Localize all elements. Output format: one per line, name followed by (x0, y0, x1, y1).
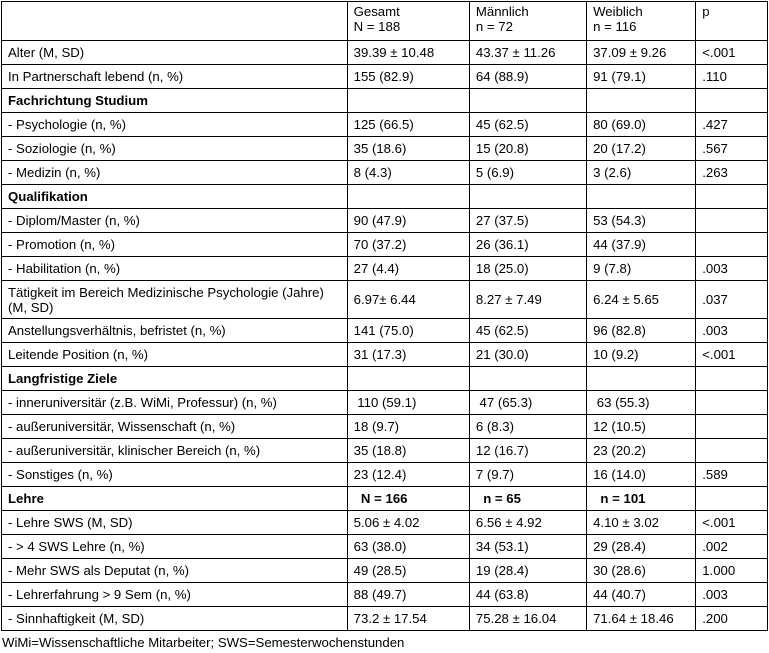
cell-p: .002 (696, 535, 768, 559)
cell-weiblich: 12 (10.5) (587, 415, 696, 439)
section-label: Lehre (2, 487, 348, 511)
table-row (2, 65, 768, 89)
table-footnote: WiMi=Wissenschaftliche Mitarbeiter; SWS=Semesterwochenstunden (2, 635, 405, 650)
cell-gesamt (347, 185, 469, 209)
cell-maennlich: 26 (36.1) (469, 233, 586, 257)
cell-p: .567 (696, 137, 768, 161)
header-gesamt-label: Gesamt (353, 4, 400, 19)
table-row (2, 583, 768, 607)
row-label: - Sinnhaftigkeit (M, SD) (2, 607, 348, 631)
cell-p (696, 185, 768, 209)
cell-p: .003 (696, 319, 768, 343)
table-header-row (2, 2, 768, 41)
cell-maennlich: 12 (16.7) (469, 439, 586, 463)
cell-maennlich: 5 (6.9) (469, 161, 586, 185)
cell-p (696, 89, 768, 113)
cell-p (696, 391, 768, 415)
cell-gesamt: 155 (82.9) (347, 65, 469, 89)
header-maennlich-label: Männlich (475, 4, 529, 19)
cell-weiblich (587, 185, 696, 209)
cell-p (696, 233, 768, 257)
header-weiblich-n: n = 116 (593, 19, 637, 34)
cell-weiblich: 3 (2.6) (587, 161, 696, 185)
table-row (2, 209, 768, 233)
cell-maennlich: 75.28 ± 16.04 (469, 607, 586, 631)
row-label: - > 4 SWS Lehre (n, %) (2, 535, 348, 559)
cell-gesamt: 63 (38.0) (347, 535, 469, 559)
cell-weiblich: 23 (20.2) (587, 439, 696, 463)
cell-weiblich: 30 (28.6) (587, 559, 696, 583)
row-label: - außeruniversitär, klinischer Bereich (n, %) (2, 439, 348, 463)
cell-maennlich: 8.27 ± 7.49 (469, 281, 586, 319)
cell-p (696, 415, 768, 439)
row-label: - Sonstiges (n, %) (2, 463, 348, 487)
cell-gesamt: 73.2 ± 17.54 (347, 607, 469, 631)
cell-maennlich: 18 (25.0) (469, 257, 586, 281)
row-label: - Mehr SWS als Deputat (n, %) (2, 559, 348, 583)
cell-maennlich: 21 (30.0) (469, 343, 586, 367)
cell-maennlich: 6 (8.3) (469, 415, 586, 439)
cell-gesamt: 110 (59.1) (347, 391, 469, 415)
row-label: Leitende Position (n, %) (2, 343, 348, 367)
row-label: Anstellungsverhältnis, befristet (n, %) (2, 319, 348, 343)
header-weiblich-label: Weiblich (593, 4, 643, 19)
cell-maennlich (469, 89, 586, 113)
cell-p (696, 367, 768, 391)
row-label: - Lehrerfahrung > 9 Sem (n, %) (2, 583, 348, 607)
section-row (2, 487, 768, 511)
cell-gesamt: 31 (17.3) (347, 343, 469, 367)
cell-weiblich: 29 (28.4) (587, 535, 696, 559)
row-label: Tätigkeit im Bereich Medizinische Psychologie (Jahre) (M, SD) (2, 281, 348, 319)
table-row (2, 319, 768, 343)
section-row (2, 89, 768, 113)
row-label: - Habilitation (n, %) (2, 257, 348, 281)
cell-gesamt: 35 (18.8) (347, 439, 469, 463)
cell-weiblich: n = 101 (587, 487, 696, 511)
cell-maennlich: 34 (53.1) (469, 535, 586, 559)
table-row (2, 113, 768, 137)
cell-maennlich: 19 (28.4) (469, 559, 586, 583)
row-label: - Promotion (n, %) (2, 233, 348, 257)
cell-gesamt: 49 (28.5) (347, 559, 469, 583)
cell-maennlich: 45 (62.5) (469, 319, 586, 343)
row-label: - Medizin (n, %) (2, 161, 348, 185)
section-label: Fachrichtung Studium (2, 89, 348, 113)
cell-p: <.001 (696, 41, 768, 65)
table-row (2, 535, 768, 559)
cell-weiblich: 4.10 ± 3.02 (587, 511, 696, 535)
cell-p: .263 (696, 161, 768, 185)
table-row (2, 439, 768, 463)
cell-gesamt: 39.39 ± 10.48 (347, 41, 469, 65)
header-p: p (696, 2, 768, 41)
cell-weiblich: 63 (55.3) (587, 391, 696, 415)
cell-gesamt: 90 (47.9) (347, 209, 469, 233)
cell-p: 1.000 (696, 559, 768, 583)
cell-weiblich: 53 (54.3) (587, 209, 696, 233)
cell-gesamt: N = 166 (347, 487, 469, 511)
cell-p: <.001 (696, 511, 768, 535)
cell-maennlich: 15 (20.8) (469, 137, 586, 161)
cell-gesamt: 5.06 ± 4.02 (347, 511, 469, 535)
cell-gesamt: 70 (37.2) (347, 233, 469, 257)
cell-p (696, 209, 768, 233)
cell-maennlich (469, 367, 586, 391)
section-row (2, 367, 768, 391)
section-row (2, 185, 768, 209)
cell-p: .037 (696, 281, 768, 319)
cell-gesamt: 18 (9.7) (347, 415, 469, 439)
row-label: - Diplom/Master (n, %) (2, 209, 348, 233)
table-row (2, 41, 768, 65)
table-row (2, 511, 768, 535)
header-maennlich-n: n = 72 (475, 19, 513, 34)
cell-p: .110 (696, 65, 768, 89)
row-label: - inneruniversitär (z.B. WiMi, Professur) (n, %) (2, 391, 348, 415)
cell-maennlich: 43.37 ± 11.26 (469, 41, 586, 65)
cell-weiblich: 71.64 ± 18.46 (587, 607, 696, 631)
table-row (2, 415, 768, 439)
cell-p: .003 (696, 583, 768, 607)
cell-gesamt: 8 (4.3) (347, 161, 469, 185)
row-label: - Psychologie (n, %) (2, 113, 348, 137)
header-gesamt-n: N = 188 (353, 19, 401, 34)
header-empty-cell (2, 2, 348, 41)
cell-weiblich: 80 (69.0) (587, 113, 696, 137)
cell-weiblich: 91 (79.1) (587, 65, 696, 89)
cell-gesamt: 6.97± 6.44 (347, 281, 469, 319)
cell-p (696, 439, 768, 463)
table-row (2, 343, 768, 367)
header-maennlich (469, 2, 586, 41)
cell-maennlich: 7 (9.7) (469, 463, 586, 487)
cell-weiblich (587, 89, 696, 113)
row-label: - außeruniversitär, Wissenschaft (n, %) (2, 415, 348, 439)
cell-gesamt (347, 367, 469, 391)
cell-maennlich: 47 (65.3) (469, 391, 586, 415)
row-label: - Lehre SWS (M, SD) (2, 511, 348, 535)
table-body (2, 2, 768, 631)
cell-p: .003 (696, 257, 768, 281)
cell-weiblich (587, 367, 696, 391)
table-row (2, 559, 768, 583)
cell-weiblich: 44 (40.7) (587, 583, 696, 607)
cell-weiblich: 96 (82.8) (587, 319, 696, 343)
table-row (2, 257, 768, 281)
cell-weiblich: 44 (37.9) (587, 233, 696, 257)
cell-maennlich: 44 (63.8) (469, 583, 586, 607)
cell-p: .200 (696, 607, 768, 631)
cell-weiblich: 6.24 ± 5.65 (587, 281, 696, 319)
table-row (2, 137, 768, 161)
cell-p: <.001 (696, 343, 768, 367)
cell-weiblich: 9 (7.8) (587, 257, 696, 281)
cell-gesamt: 88 (49.7) (347, 583, 469, 607)
cell-gesamt: 141 (75.0) (347, 319, 469, 343)
cell-maennlich: n = 65 (469, 487, 586, 511)
table-row (2, 391, 768, 415)
cell-gesamt: 27 (4.4) (347, 257, 469, 281)
section-label: Langfristige Ziele (2, 367, 348, 391)
cell-weiblich: 37.09 ± 9.26 (587, 41, 696, 65)
cell-maennlich: 45 (62.5) (469, 113, 586, 137)
cell-maennlich: 6.56 ± 4.92 (469, 511, 586, 535)
table-row (2, 463, 768, 487)
row-label: - Soziologie (n, %) (2, 137, 348, 161)
table-row (2, 233, 768, 257)
cell-weiblich: 10 (9.2) (587, 343, 696, 367)
cell-gesamt: 35 (18.6) (347, 137, 469, 161)
table-row (2, 607, 768, 631)
cell-gesamt: 125 (66.5) (347, 113, 469, 137)
cell-gesamt (347, 89, 469, 113)
cell-p: .589 (696, 463, 768, 487)
cell-gesamt: 23 (12.4) (347, 463, 469, 487)
row-label: In Partnerschaft lebend (n, %) (2, 65, 348, 89)
cell-p (696, 487, 768, 511)
cell-p: .427 (696, 113, 768, 137)
cell-weiblich: 20 (17.2) (587, 137, 696, 161)
cell-maennlich: 64 (88.9) (469, 65, 586, 89)
row-label: Alter (M, SD) (2, 41, 348, 65)
table-row (2, 161, 768, 185)
cell-maennlich (469, 185, 586, 209)
header-gesamt (347, 2, 469, 41)
table-row (2, 281, 768, 319)
cell-maennlich: 27 (37.5) (469, 209, 586, 233)
section-label: Qualifikation (2, 185, 348, 209)
demographics-table (1, 1, 768, 631)
cell-weiblich: 16 (14.0) (587, 463, 696, 487)
header-weiblich (587, 2, 696, 41)
